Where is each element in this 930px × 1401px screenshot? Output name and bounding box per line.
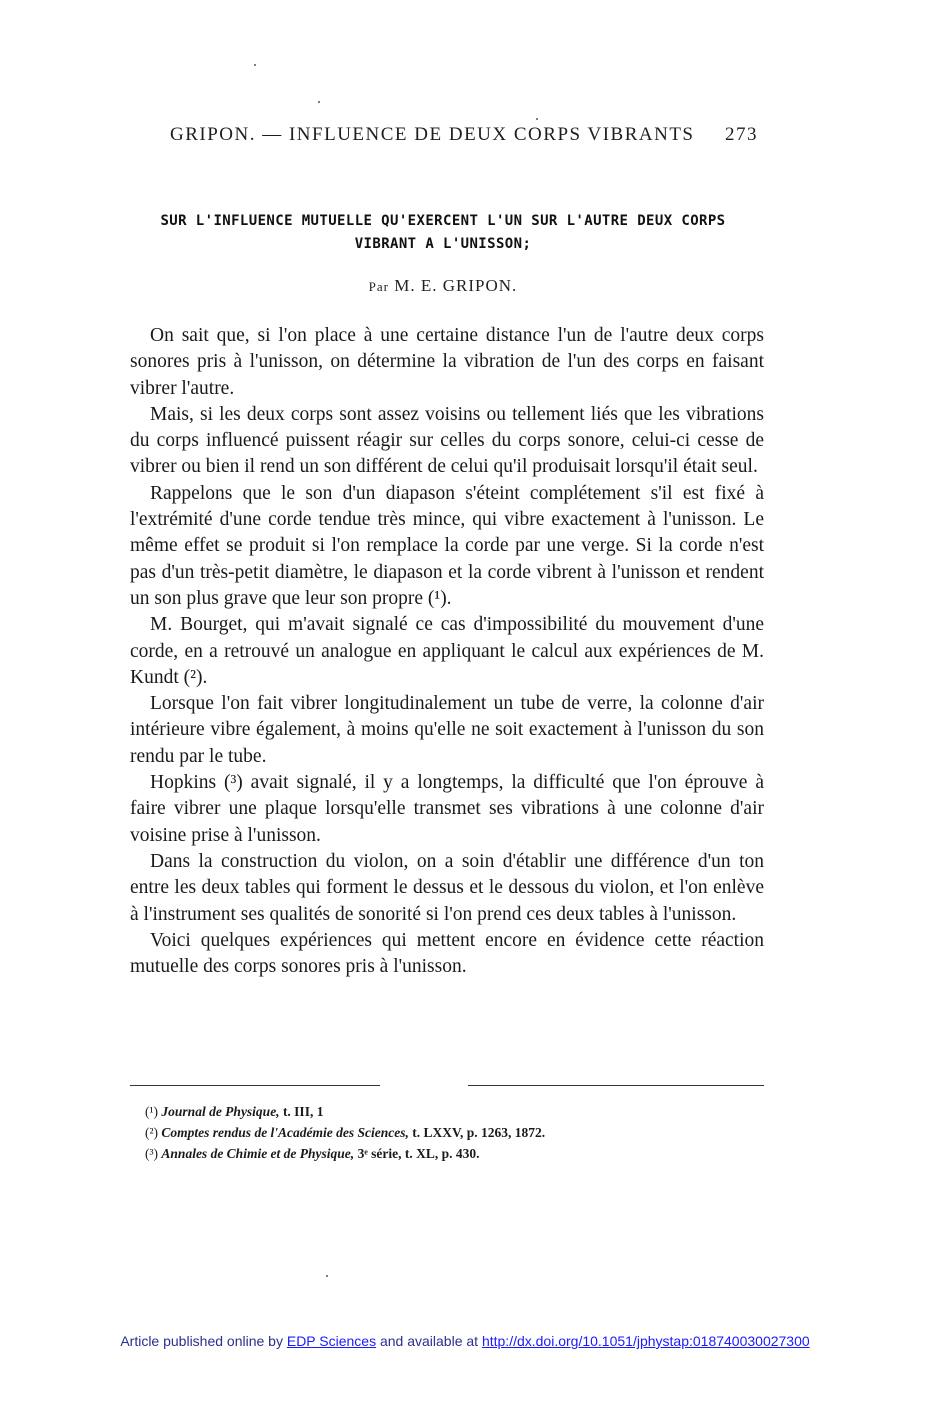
article-title — [118, 210, 768, 256]
running-header — [170, 124, 762, 146]
footnote-reference: 3ᵉ série, t. XL, p. 430. — [357, 1146, 480, 1161]
footnote-mark: (³) — [145, 1146, 159, 1161]
paragraph: M. Bourget, qui m'avait signalé ce cas d'impossibilité du mouvement d'une corde, en a retrouvé un analogue en appliquant le calcul aux expériences de M. Kundt (²). — [130, 614, 764, 688]
paragraph: On sait que, si l'on place à une certaine distance l'un de l'autre deux corps sonores pris à l'unisson, on détermine la vibration de l'un des corps en faisant vibrer l'autre. — [130, 325, 764, 399]
paragraph: Voici quelques expériences qui mettent encore en évidence cette réaction mutuelle des corps sonores pris à l'unisson. — [130, 929, 764, 978]
footnote-rule-right — [468, 1085, 764, 1086]
footnote-rule-left — [130, 1085, 380, 1086]
footnote-mark: (¹) — [145, 1104, 159, 1119]
print-speck — [318, 101, 320, 103]
footnote-reference: t. LXXV, p. 1263, 1872. — [412, 1125, 546, 1140]
footer-middle: and available at — [379, 1333, 479, 1349]
paragraph: Hopkins (³) avait signalé, il y a longtemps, la difficulté que l'on éprouve à faire vibrer une plaque lorsqu'elle transmet ses vibrations à une colonne d'air voisine prise à l'unisson. — [130, 772, 764, 846]
doi-link[interactable]: http://dx.doi.org/10.1051/jphystap:018740030027300 — [481, 1333, 810, 1349]
print-speck — [536, 118, 538, 120]
footnote — [145, 1101, 765, 1122]
publisher-link[interactable]: EDP Sciences — [286, 1333, 377, 1349]
footnote — [145, 1122, 765, 1143]
footnote-source: Comptes rendus de l'Académie des Sciences, — [161, 1125, 409, 1140]
byline-prefix: Par — [368, 279, 390, 294]
page-number: 273 — [725, 124, 758, 145]
publisher-footer — [0, 1333, 930, 1349]
print-speck — [326, 1275, 328, 1277]
article-title-line1: SUR L'INFLUENCE MUTUELLE QU'EXERCENT L'UN SUR L'AUTRE DEUX CORPS — [160, 213, 726, 229]
byline — [118, 276, 768, 296]
paragraph: Dans la construction du violon, on a soin d'établir une différence d'un ton entre les deux tables qui forment le dessus et le dessous du violon, et l'on enlève à l'instrument ses qualités de sonorité si l'on prend ces deux tables à l'unisson. — [130, 850, 764, 925]
footnote — [145, 1143, 765, 1164]
article-title-line2: VIBRANT A L'UNISSON; — [354, 236, 532, 252]
article-body — [130, 323, 764, 980]
footnote-reference: t. III, 1 — [282, 1104, 324, 1119]
footnotes — [145, 1101, 765, 1164]
paragraph: Lorsque l'on fait vibrer longitudinalement un tube de verre, la colonne d'air intérieure vibre également, à moins qu'elle ne soit exactement à l'unisson du son rendu par le tube. — [130, 693, 764, 767]
paragraph: Mais, si les deux corps sont assez voisins ou tellement liés que les vibrations du corps influencé puissent réagir sur celles du corps sonore, celui-ci cesse de vibrer ou bien il rend un son différent de celui qu'il produisait lorsqu'il était seul. — [130, 403, 764, 478]
footnote-mark: (²) — [145, 1125, 159, 1140]
footer-prefix: Article published online by — [120, 1333, 283, 1349]
print-speck — [254, 64, 256, 66]
footnote-source: Journal de Physique, — [161, 1104, 280, 1119]
byline-author: M. E. GRIPON. — [394, 276, 518, 295]
running-title: GRIPON. — INFLUENCE DE DEUX CORPS VIBRANTS — [170, 124, 695, 145]
footnote-source: Annales de Chimie et de Physique, — [161, 1146, 355, 1161]
paragraph: Rappelons que le son d'un diapason s'éteint complétement s'il est fixé à l'extrémité d'une corde tendue très mince, qui vibre exactement à l'unisson. Le même effet se produit si l'on remplace la corde par une verge. Si la corde n'est pas d'un très-petit diamètre, le diapason et la corde vibrent à l'unisson et rendent un son plus grave que leur son propre (¹). — [130, 482, 764, 609]
